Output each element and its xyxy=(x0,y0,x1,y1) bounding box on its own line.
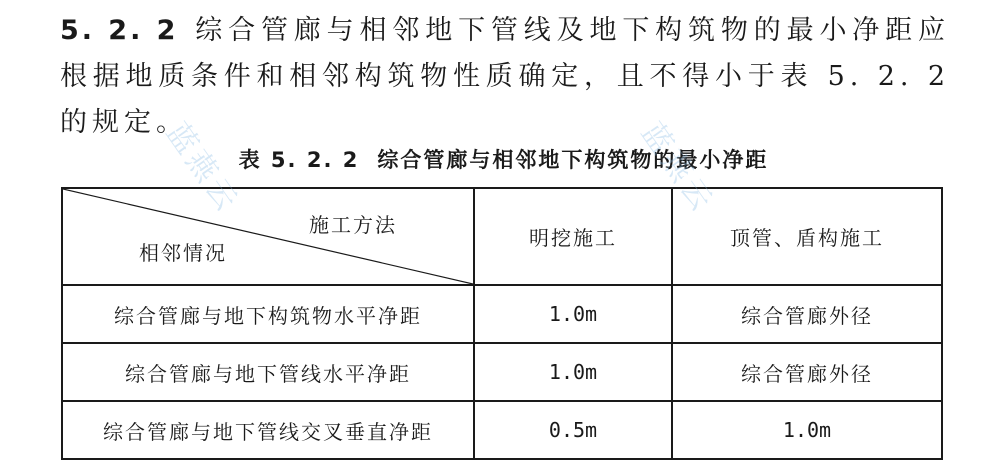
open-cut-value: 1.0m xyxy=(474,343,672,401)
watermark-left: 蓝燕云 xyxy=(158,116,246,220)
jacking-value: 1.0m xyxy=(672,401,942,459)
clause-text: 综合管廊与相邻地下管线及地下构筑物的最小净距应根据地质条件和相邻构筑物性质确定，且不得小于表 5. 2. 2 的规定。 xyxy=(60,15,950,138)
table-row xyxy=(62,285,942,343)
table-header-row xyxy=(62,188,942,285)
row-label: 综合管廊与地下管线交叉垂直净距 xyxy=(62,401,474,459)
open-cut-value: 1.0m xyxy=(474,285,672,343)
diagonal-header-cell xyxy=(62,188,474,285)
header-situation-label: 相邻情况 xyxy=(139,241,227,265)
clause-paragraph xyxy=(60,8,950,146)
table-title xyxy=(0,144,1001,174)
table-caption: 综合管廊与相邻地下构筑物的最小净距 xyxy=(377,148,769,172)
row-label: 综合管廊与地下管线水平净距 xyxy=(62,343,474,401)
jacking-value: 综合管廊外径 xyxy=(672,343,942,401)
header-jacking-shield: 顶管、盾构施工 xyxy=(672,188,942,285)
open-cut-value: 0.5m xyxy=(474,401,672,459)
clause-number: 5. 2. 2 xyxy=(60,15,179,46)
clearance-table xyxy=(61,187,943,460)
watermark-right: 蓝燕云 xyxy=(633,116,721,220)
header-open-cut: 明挖施工 xyxy=(474,188,672,285)
diagonal-divider xyxy=(63,189,473,284)
table-row xyxy=(62,401,942,459)
table-row xyxy=(62,343,942,401)
row-label: 综合管廊与地下构筑物水平净距 xyxy=(62,285,474,343)
header-method-label: 施工方法 xyxy=(309,213,397,237)
jacking-value: 综合管廊外径 xyxy=(672,285,942,343)
table-number: 表 5. 2. 2 xyxy=(238,148,360,172)
